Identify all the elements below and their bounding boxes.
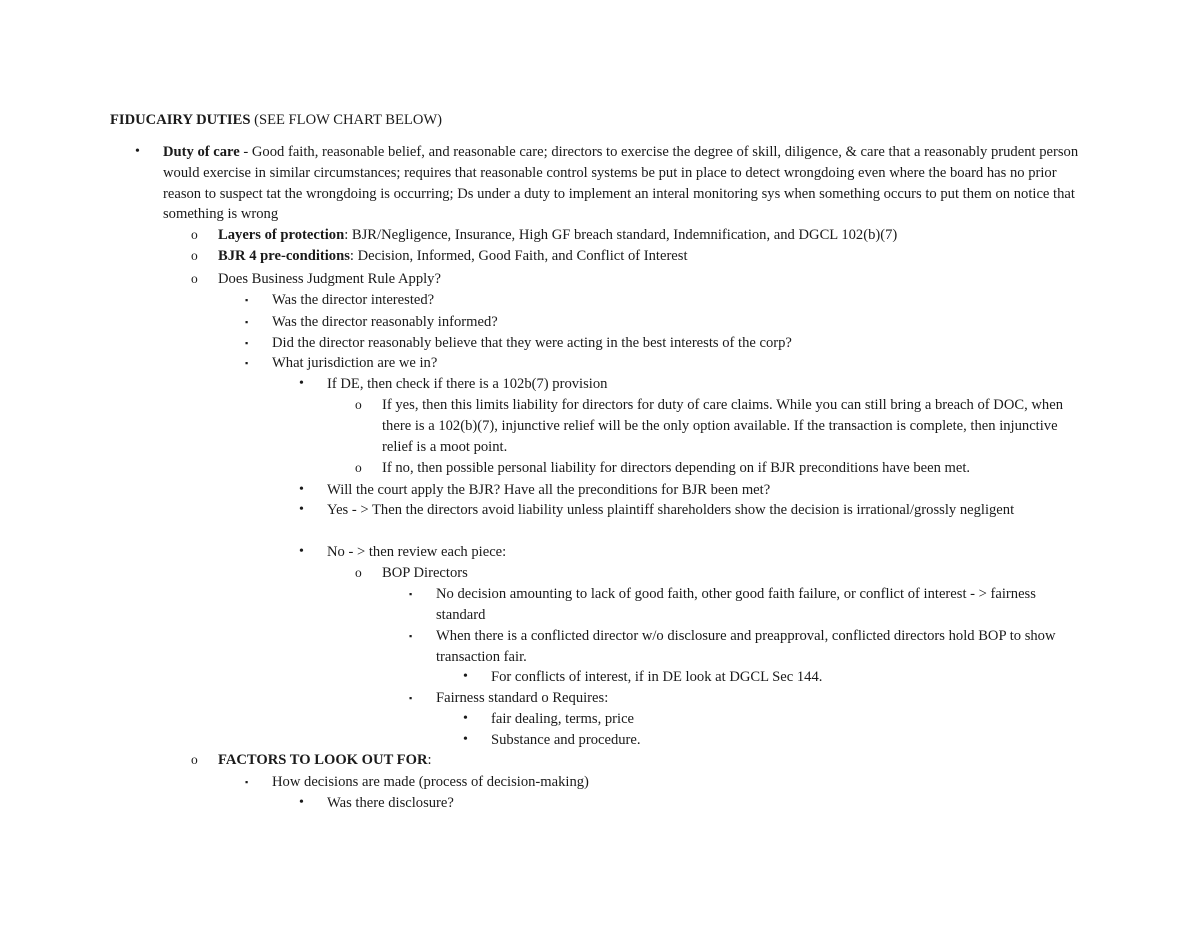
item-text: No - > then review each piece: (327, 544, 507, 560)
list-item-how-decisions (245, 772, 1072, 793)
item-label: FACTORS TO LOOK OUT FOR (218, 752, 428, 768)
item-text: Was there disclosure? (327, 795, 454, 811)
circle-marker: o (191, 227, 198, 242)
item-label: Duty of care (163, 144, 240, 160)
item-text: Yes - > Then the directors avoid liability unless plaintiff shareholders show the decision is irrational/grossly negligent (327, 502, 1015, 518)
square-marker: ▪ (409, 631, 413, 641)
list-item-conflicts-de (463, 667, 1091, 688)
list-item-q-informed (245, 312, 1152, 333)
item-text: If yes, then this limits liability for directors for duty of care claims. While you can still bring a breach of DOC, when there is a 102(b)(7), injunctive relief will be the only option available. If the transaction is complete, then injunctive relief is a moot point. (382, 397, 1064, 455)
item-text: fair dealing, terms, price (491, 711, 635, 727)
bullet-marker: • (299, 482, 304, 497)
list-item-fair-dealing (463, 709, 1091, 730)
item-text: BOP Directors (382, 565, 468, 581)
list-item-q-interested (245, 290, 1152, 311)
bullet-marker: • (299, 376, 304, 391)
bullet-marker: • (299, 502, 304, 517)
list-item-factors (191, 750, 1018, 771)
list-item-no-then (299, 542, 1127, 563)
list-item-substance (463, 730, 1091, 751)
bullet-marker: • (463, 711, 468, 726)
list-item-if-yes (355, 395, 1082, 457)
circle-marker: o (191, 271, 198, 286)
circle-marker: o (355, 460, 362, 475)
section-note: (SEE FLOW CHART BELOW) (250, 112, 442, 128)
list-item-q-jurisdiction (245, 353, 1152, 374)
list-item-bjr-apply (191, 269, 1118, 290)
item-text: Was the director reasonably informed? (272, 314, 498, 330)
list-item-if-de (299, 374, 1127, 395)
item-text: What jurisdiction are we in? (272, 355, 438, 371)
square-marker: ▪ (245, 317, 249, 327)
item-text: If no, then possible personal liability for directors depending on if BJR preconditions have been met. (382, 460, 971, 476)
item-text: Substance and procedure. (491, 732, 641, 748)
list-item-yes-then (299, 500, 1072, 521)
list-item-disclosure (299, 793, 1127, 814)
bullet-marker: • (463, 732, 468, 747)
item-text: : (427, 752, 432, 768)
item-text: No decision amounting to lack of good faith, other good faith failure, or conflict of interest - > fairness standard (436, 586, 1036, 623)
circle-marker: o (355, 565, 362, 580)
list-item-layers-of-protection (191, 225, 1118, 246)
item-text: Does Business Judgment Rule Apply? (218, 271, 441, 287)
item-text: Was the director interested? (272, 292, 435, 308)
item-label: BJR 4 pre-conditions (218, 248, 350, 264)
item-label: Layers of protection (218, 227, 345, 243)
circle-marker: o (191, 752, 198, 767)
item-text: : Decision, Informed, Good Faith, and Conflict of Interest (349, 248, 688, 264)
circle-marker: o (355, 397, 362, 412)
item-text: For conflicts of interest, if in DE look at DGCL Sec 144. (491, 669, 823, 685)
bullet-marker: • (299, 544, 304, 559)
square-marker: ▪ (245, 777, 249, 787)
item-text: Did the director reasonably believe that they were acting in the best interests of the corp? (272, 335, 792, 351)
item-text: How decisions are made (process of decision-making) (272, 774, 589, 790)
square-marker: ▪ (409, 693, 413, 703)
square-marker: ▪ (245, 338, 249, 348)
list-item-bop-directors (355, 563, 1082, 584)
list-item-will-court (299, 480, 1127, 501)
item-text: - Good faith, reasonable belief, and reasonable care; directors to exercise the degree of skill, diligence, & care that a reasonably prudent person would exercise in similar circumstances; requires that reasonable control systems be put in place to detect wrongdoing even where the board has no prior reason to suspect tat the wrongdoing is occurring; Ds under a duty to implement an interal monitoring sys when something occurs to put them on notice that something is wrong (163, 144, 1079, 223)
bullet-marker: • (135, 144, 140, 159)
item-text: When there is a conflicted director w/o disclosure and preapproval, conflicted directors hold BOP to show transaction fair. (436, 628, 1056, 665)
item-text: : BJR/Negligence, Insurance, High GF breach standard, Indemnification, and DGCL 102(b)(7) (344, 227, 898, 243)
list-item-q-believe (245, 333, 1152, 354)
square-marker: ▪ (409, 589, 413, 599)
item-text: Fairness standard o Requires: (436, 690, 609, 706)
item-text: Will the court apply the BJR? Have all the preconditions for BJR been met? (327, 482, 771, 498)
section-title: FIDUCAIRY DUTIES (110, 112, 251, 128)
list-item-if-no (355, 458, 1082, 479)
list-item-conflicted (409, 626, 1098, 668)
list-item-bjr-preconditions (191, 246, 1118, 267)
list-item-no-decision (409, 584, 1076, 626)
bullet-marker: • (463, 669, 468, 684)
list-item-duty-of-care (135, 142, 1093, 225)
list-item-fairness (409, 688, 1076, 709)
square-marker: ▪ (245, 358, 249, 368)
square-marker: ▪ (245, 295, 249, 305)
section-heading (110, 110, 442, 130)
bullet-marker: • (299, 795, 304, 810)
circle-marker: o (191, 248, 198, 263)
item-text: If DE, then check if there is a 102b(7) provision (327, 376, 608, 392)
